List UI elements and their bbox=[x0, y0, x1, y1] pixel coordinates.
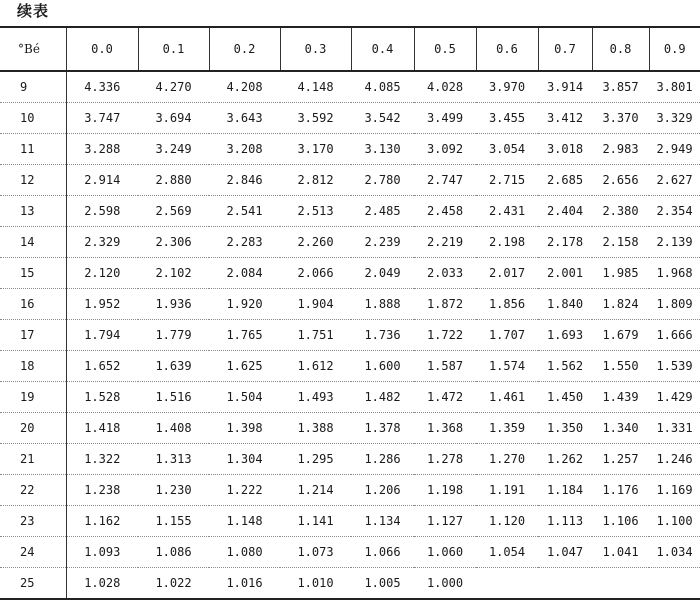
table-row bbox=[0, 444, 700, 475]
table-cell: 3.288 bbox=[66, 134, 138, 165]
table-cell bbox=[538, 568, 592, 600]
table-cell: 1.450 bbox=[538, 382, 592, 413]
table-cell: 2.656 bbox=[592, 165, 649, 196]
table-row bbox=[0, 196, 700, 227]
table-row bbox=[0, 227, 700, 258]
table-cell: 1.888 bbox=[351, 289, 414, 320]
table-row bbox=[0, 258, 700, 289]
table-cell: 1.587 bbox=[414, 351, 476, 382]
table-cell: 2.598 bbox=[66, 196, 138, 227]
table-row bbox=[0, 537, 700, 568]
table-cell: 4.085 bbox=[351, 71, 414, 103]
table-cell: 1.809 bbox=[649, 289, 700, 320]
table-cell: 1.093 bbox=[66, 537, 138, 568]
table-cell: 1.824 bbox=[592, 289, 649, 320]
table-cell: 3.643 bbox=[209, 103, 280, 134]
column-header: 0.1 bbox=[138, 27, 209, 71]
table-cell: 2.780 bbox=[351, 165, 414, 196]
table-cell: 1.010 bbox=[297, 576, 334, 590]
table-cell: 1.574 bbox=[476, 351, 538, 382]
table-cell: 1.472 bbox=[414, 382, 476, 413]
table-cell: 4.270 bbox=[138, 71, 209, 103]
table-cell: 1.162 bbox=[66, 506, 138, 537]
table-cell: 2.914 bbox=[66, 165, 138, 196]
table-cell: 1.230 bbox=[138, 475, 209, 506]
table-row bbox=[0, 413, 700, 444]
table-cell: 3.249 bbox=[138, 134, 209, 165]
table-cell: 1.198 bbox=[414, 475, 476, 506]
column-header: 0.9 bbox=[649, 27, 700, 71]
table-cell: 1.920 bbox=[209, 289, 280, 320]
table-cell: 2.017 bbox=[476, 258, 538, 289]
table-cell: 2.685 bbox=[538, 165, 592, 196]
table-cell: 2.306 bbox=[138, 227, 209, 258]
table-cell: 1.378 bbox=[351, 413, 414, 444]
table-cell: 1.169 bbox=[649, 475, 700, 506]
table-cell: 4.208 bbox=[209, 71, 280, 103]
table-cell: 1.222 bbox=[209, 475, 280, 506]
table-cell: 1.600 bbox=[351, 351, 414, 382]
row-header-be: 10 bbox=[0, 103, 66, 134]
table-cell: 1.313 bbox=[138, 444, 209, 475]
table-cell: 1.155 bbox=[138, 506, 209, 537]
table-cell: 3.970 bbox=[476, 71, 538, 103]
table-cell: 1.278 bbox=[414, 444, 476, 475]
table-cell bbox=[476, 568, 538, 600]
row-header-be: 22 bbox=[0, 475, 66, 506]
column-header: 0.7 bbox=[538, 27, 592, 71]
row-header-be: 15 bbox=[0, 258, 66, 289]
table-cell: 1.794 bbox=[66, 320, 138, 351]
table-cell: 1.408 bbox=[138, 413, 209, 444]
row-header-be: 17 bbox=[0, 320, 66, 351]
table-cell: 1.751 bbox=[280, 320, 351, 351]
table-cell: 1.322 bbox=[66, 444, 138, 475]
table-cell: 3.801 bbox=[649, 71, 700, 103]
table-cell: 1.148 bbox=[209, 506, 280, 537]
table-cell: 2.569 bbox=[138, 196, 209, 227]
table-cell: 2.541 bbox=[209, 196, 280, 227]
column-header-be: °Bé bbox=[0, 27, 66, 71]
table-cell: 1.856 bbox=[476, 289, 538, 320]
table-cell: 1.113 bbox=[538, 506, 592, 537]
row-header-be: 20 bbox=[0, 413, 66, 444]
table-cell: 1.872 bbox=[414, 289, 476, 320]
table-cell: 1.736 bbox=[351, 320, 414, 351]
table-cell: 1.022 bbox=[155, 576, 192, 590]
table-cell: 1.652 bbox=[66, 351, 138, 382]
table-cell: 1.054 bbox=[476, 537, 538, 568]
column-header: 0.3 bbox=[280, 27, 351, 71]
table-cell: 1.041 bbox=[592, 537, 649, 568]
table-cell: 3.499 bbox=[414, 103, 476, 134]
table-cell: 3.170 bbox=[280, 134, 351, 165]
table-cell: 3.857 bbox=[592, 71, 649, 103]
table-cell: 1.388 bbox=[280, 413, 351, 444]
table-cell: 4.336 bbox=[66, 71, 138, 103]
table-cell: 2.260 bbox=[280, 227, 351, 258]
table-cell: 1.127 bbox=[414, 506, 476, 537]
table-cell bbox=[592, 568, 649, 600]
table-row bbox=[0, 320, 700, 351]
table-cell: 1.238 bbox=[66, 475, 138, 506]
row-header-be: 12 bbox=[0, 165, 66, 196]
row-header-be: 23 bbox=[0, 506, 66, 537]
table-row bbox=[0, 475, 700, 506]
table-cell: 3.747 bbox=[66, 103, 138, 134]
table-cell: 1.439 bbox=[592, 382, 649, 413]
table-row bbox=[0, 351, 700, 382]
table-cell: 1.528 bbox=[66, 382, 138, 413]
table-row bbox=[0, 289, 700, 320]
table-cell: 1.295 bbox=[280, 444, 351, 475]
table-cell: 1.000 bbox=[426, 576, 464, 590]
table-cell: 1.562 bbox=[538, 351, 592, 382]
table-cell: 1.304 bbox=[209, 444, 280, 475]
column-header: 0.2 bbox=[209, 27, 280, 71]
table-row bbox=[0, 382, 700, 413]
row-header-be: 9 bbox=[0, 71, 66, 103]
table-cell: 1.952 bbox=[66, 289, 138, 320]
table-caption: 续表 bbox=[17, 2, 50, 20]
table-cell: 1.262 bbox=[538, 444, 592, 475]
table-cell: 3.329 bbox=[649, 103, 700, 134]
table-row bbox=[0, 71, 700, 103]
table-cell: 1.080 bbox=[209, 537, 280, 568]
table-cell: 3.370 bbox=[592, 103, 649, 134]
row-header-be: 19 bbox=[0, 382, 66, 413]
table-cell: 1.286 bbox=[351, 444, 414, 475]
table-cell: 1.936 bbox=[138, 289, 209, 320]
table-cell: 2.627 bbox=[649, 165, 700, 196]
table-cell: 2.120 bbox=[66, 258, 138, 289]
table-cell: 1.722 bbox=[414, 320, 476, 351]
table-cell: 2.178 bbox=[538, 227, 592, 258]
row-header-be: 24 bbox=[0, 537, 66, 568]
table-cell: 2.102 bbox=[138, 258, 209, 289]
column-header: 0.6 bbox=[476, 27, 538, 71]
table-row bbox=[0, 134, 700, 165]
table-cell: 2.812 bbox=[280, 165, 351, 196]
table-cell: 2.715 bbox=[476, 165, 538, 196]
table-cell: 2.983 bbox=[592, 134, 649, 165]
table-cell: 1.270 bbox=[476, 444, 538, 475]
table-cell: 3.542 bbox=[351, 103, 414, 134]
table-cell: 1.461 bbox=[476, 382, 538, 413]
table-cell: 1.679 bbox=[592, 320, 649, 351]
table-cell: 1.985 bbox=[592, 258, 649, 289]
table-cell: 1.482 bbox=[351, 382, 414, 413]
table-cell: 1.191 bbox=[476, 475, 538, 506]
table-cell: 1.707 bbox=[476, 320, 538, 351]
table-cell: 1.047 bbox=[538, 537, 592, 568]
table-cell: 1.028 bbox=[84, 576, 121, 590]
table-cell: 1.246 bbox=[649, 444, 700, 475]
table-cell: 4.028 bbox=[414, 71, 476, 103]
row-header-be: 11 bbox=[0, 134, 66, 165]
table-cell: 2.354 bbox=[649, 196, 700, 227]
table-cell: 2.747 bbox=[414, 165, 476, 196]
table-cell: 1.060 bbox=[414, 537, 476, 568]
table-cell: 2.283 bbox=[209, 227, 280, 258]
table-cell: 3.208 bbox=[209, 134, 280, 165]
table-cell: 1.398 bbox=[209, 413, 280, 444]
row-header-be: 13 bbox=[0, 196, 66, 227]
table-cell: 1.359 bbox=[476, 413, 538, 444]
table-body bbox=[0, 71, 700, 599]
table-cell: 1.639 bbox=[138, 351, 209, 382]
table-cell: 1.418 bbox=[66, 413, 138, 444]
column-header: 0.4 bbox=[351, 27, 414, 71]
table-cell: 3.092 bbox=[414, 134, 476, 165]
table-cell: 1.904 bbox=[280, 289, 351, 320]
table-cell: 2.066 bbox=[280, 258, 351, 289]
table-row bbox=[0, 568, 700, 600]
table-cell: 3.412 bbox=[538, 103, 592, 134]
table-row bbox=[0, 103, 700, 134]
table-cell: 1.968 bbox=[649, 258, 700, 289]
table-cell: 1.840 bbox=[538, 289, 592, 320]
table-cell: 1.765 bbox=[209, 320, 280, 351]
table-cell: 1.073 bbox=[280, 537, 351, 568]
table-cell: 3.592 bbox=[280, 103, 351, 134]
table-cell: 1.176 bbox=[592, 475, 649, 506]
table-cell: 2.001 bbox=[538, 258, 592, 289]
table-cell: 1.779 bbox=[138, 320, 209, 351]
table-cell: 1.134 bbox=[351, 506, 414, 537]
table-cell: 2.084 bbox=[209, 258, 280, 289]
table-row bbox=[0, 165, 700, 196]
table-cell: 1.331 bbox=[649, 413, 700, 444]
table-cell bbox=[649, 568, 700, 600]
table-cell: 1.100 bbox=[649, 506, 700, 537]
table-cell: 1.034 bbox=[649, 537, 700, 568]
table-cell: 4.148 bbox=[280, 71, 351, 103]
table-cell: 1.206 bbox=[351, 475, 414, 506]
table-cell: 2.949 bbox=[649, 134, 700, 165]
table-cell: 2.158 bbox=[592, 227, 649, 258]
table-cell: 1.504 bbox=[209, 382, 280, 413]
table-cell: 2.049 bbox=[351, 258, 414, 289]
table-cell: 1.429 bbox=[649, 382, 700, 413]
table-cell: 2.198 bbox=[476, 227, 538, 258]
table-cell: 1.368 bbox=[414, 413, 476, 444]
table-cell: 1.106 bbox=[592, 506, 649, 537]
column-header: 0.0 bbox=[66, 27, 138, 71]
table-cell: 3.018 bbox=[538, 134, 592, 165]
header-row bbox=[0, 27, 700, 71]
row-header-be: 16 bbox=[0, 289, 66, 320]
table-cell: 2.458 bbox=[414, 196, 476, 227]
table-cell: 1.005 bbox=[364, 576, 401, 590]
table-cell: 1.184 bbox=[538, 475, 592, 506]
table-cell: 1.016 bbox=[226, 576, 263, 590]
table-cell: 2.485 bbox=[351, 196, 414, 227]
table-cell: 3.455 bbox=[476, 103, 538, 134]
table-cell: 3.914 bbox=[538, 71, 592, 103]
table-cell: 1.625 bbox=[209, 351, 280, 382]
table-cell: 2.404 bbox=[538, 196, 592, 227]
table-cell: 1.340 bbox=[592, 413, 649, 444]
table-cell: 2.329 bbox=[66, 227, 138, 258]
table-cell: 1.141 bbox=[280, 506, 351, 537]
row-header-be: 14 bbox=[0, 227, 66, 258]
table-cell: 1.066 bbox=[351, 537, 414, 568]
table-cell: 2.846 bbox=[209, 165, 280, 196]
table-cell: 1.539 bbox=[649, 351, 700, 382]
table-cell: 1.693 bbox=[538, 320, 592, 351]
row-header-be: 18 bbox=[0, 351, 66, 382]
table-cell: 2.033 bbox=[414, 258, 476, 289]
table-cell: 1.086 bbox=[138, 537, 209, 568]
table-cell: 1.612 bbox=[280, 351, 351, 382]
table-cell: 2.880 bbox=[138, 165, 209, 196]
table-cell: 1.666 bbox=[649, 320, 700, 351]
table-cell: 1.516 bbox=[138, 382, 209, 413]
table-cell: 2.431 bbox=[476, 196, 538, 227]
table-cell: 3.054 bbox=[476, 134, 538, 165]
column-header: 0.8 bbox=[592, 27, 649, 71]
row-header-be: 25 bbox=[0, 568, 66, 600]
table-cell: 2.139 bbox=[649, 227, 700, 258]
table-cell: 2.239 bbox=[351, 227, 414, 258]
table-cell: 3.694 bbox=[138, 103, 209, 134]
table-cell: 1.350 bbox=[538, 413, 592, 444]
density-table bbox=[0, 26, 700, 600]
table-row bbox=[0, 506, 700, 537]
table-cell: 1.214 bbox=[280, 475, 351, 506]
row-header-be: 21 bbox=[0, 444, 66, 475]
table-cell: 1.550 bbox=[592, 351, 649, 382]
column-header: 0.5 bbox=[414, 27, 476, 71]
table-cell: 1.493 bbox=[280, 382, 351, 413]
table-cell: 2.380 bbox=[592, 196, 649, 227]
table-cell: 1.120 bbox=[476, 506, 538, 537]
table-cell: 3.130 bbox=[351, 134, 414, 165]
table-cell: 2.513 bbox=[280, 196, 351, 227]
table-cell: 1.257 bbox=[592, 444, 649, 475]
table-cell: 2.219 bbox=[414, 227, 476, 258]
